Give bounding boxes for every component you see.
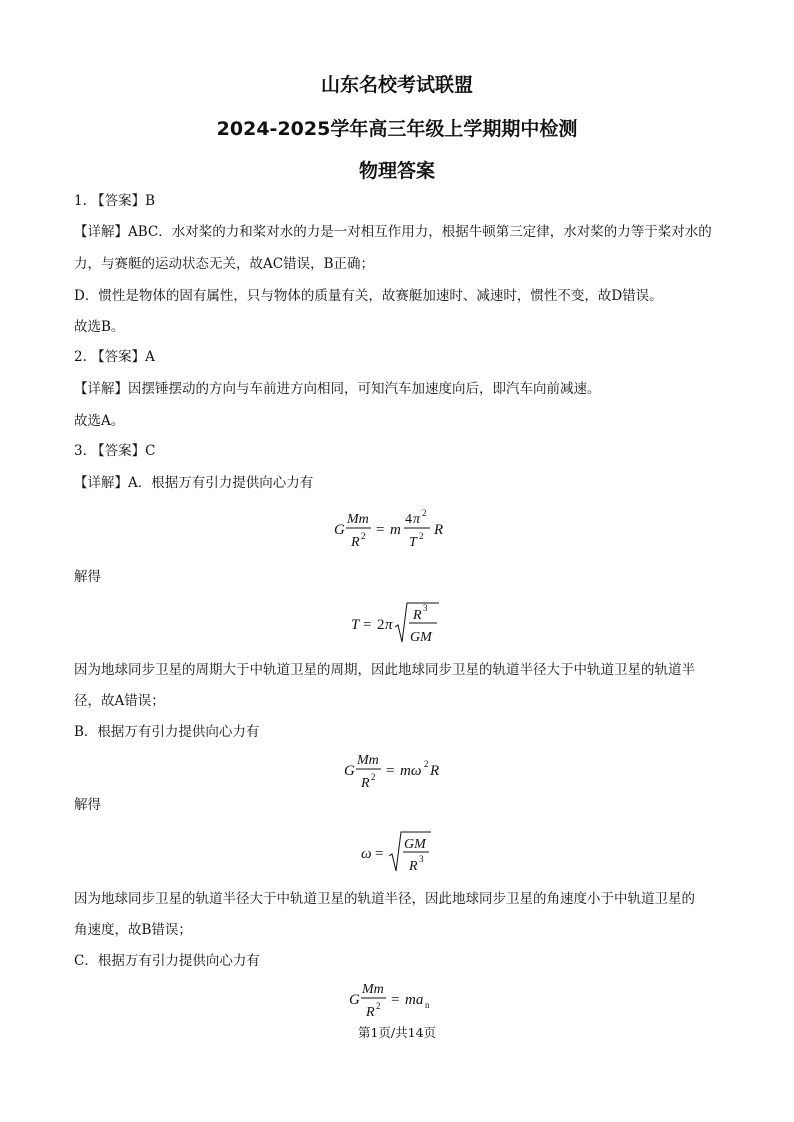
exam-title: 2024-2025学年高三年级上学期期中检测 [216, 118, 578, 140]
svg-text:T: T [409, 535, 417, 550]
detail-3-line-4: B．根据万有引力提供向心力有 [74, 724, 260, 740]
svg-text:2: 2 [371, 772, 376, 782]
svg-text:R: R [409, 859, 418, 874]
svg-text:G: G [344, 763, 355, 779]
svg-text:R: R [430, 763, 440, 779]
detail-3-line-7: C．根据万有引力提供向心力有 [74, 953, 260, 969]
svg-text:3: 3 [419, 854, 424, 864]
svg-text:=: = [375, 846, 384, 862]
solve-label-2: 解得 [74, 797, 101, 813]
svg-text:4: 4 [405, 512, 412, 527]
svg-text:2: 2 [376, 1001, 381, 1011]
detail-3-line-3: 径，故A错误； [74, 693, 165, 709]
detail-1-line-2: 力，与赛艇的运动状态无关，故AC错误，B正确； [74, 256, 374, 272]
svg-text:mω: mω [400, 763, 422, 779]
svg-text:=: = [391, 992, 400, 1008]
svg-text:R: R [413, 608, 422, 623]
svg-text:=: = [386, 763, 395, 779]
svg-text:π: π [413, 512, 421, 527]
svg-text:R: R [361, 776, 370, 791]
detail-3-line-5: 因为地球同步卫星的轨道半径大于中轨道卫星的轨道半径，因此地球同步卫星的角速度小于中轨道卫星的 [74, 891, 695, 907]
detail-1-line-1: 【详解】ABC．水对桨的力和桨对水的力是一对相互作用力，根据牛顿第三定律，水对桨的力等于桨对水的 [74, 224, 712, 240]
svg-text:2: 2 [419, 531, 424, 541]
svg-text:G: G [349, 992, 360, 1008]
choose-2: 故选A。 [74, 413, 125, 429]
svg-text:GM: GM [404, 837, 426, 852]
svg-text:R: R [351, 535, 360, 550]
detail-3-line-1: 【详解】A．根据万有引力提供向心力有 [74, 475, 314, 491]
svg-text:=: = [363, 617, 372, 633]
svg-text:2: 2 [422, 508, 427, 518]
svg-text:GM: GM [410, 630, 432, 645]
detail-3-line-6: 角速度，故B错误； [74, 922, 192, 938]
detail-2: 【详解】因摆锤摆动的方向与车前进方向相同，可知汽车加速度向后，即汽车向前减速。 [74, 381, 601, 397]
subject-title: 物理答案 [358, 160, 435, 182]
svg-text:3: 3 [423, 603, 428, 613]
equation-angular-velocity [0, 826, 794, 882]
svg-text:n: n [425, 1000, 430, 1010]
choose-1: 故选B。 [74, 319, 125, 335]
equation-period [0, 597, 794, 653]
detail-3-line-2: 因为地球同步卫星的周期大于中轨道卫星的周期，因此地球同步卫星的轨道半径大于中轨道卫星的轨道半 [74, 662, 695, 678]
detail-1-line-3: D．惯性是物体的固有属性，只与物体的质量有关，故赛艇加速时、减速时，惯性不变，故D错误。 [74, 288, 663, 304]
svg-text:T: T [351, 617, 360, 633]
school-union-title: 山东名校考试联盟 [320, 74, 473, 96]
svg-text:2: 2 [424, 759, 429, 769]
answer-2: 2. 【答案】A [74, 349, 155, 365]
answer-1: 1. 【答案】B [74, 193, 156, 209]
svg-text:R: R [366, 1005, 375, 1020]
svg-text:ma: ma [405, 992, 424, 1008]
svg-text:R: R [434, 522, 444, 538]
equation-gravity-period [0, 506, 794, 556]
svg-text:ω: ω [361, 846, 372, 862]
svg-text:G: G [334, 522, 345, 538]
svg-text:2: 2 [377, 617, 385, 633]
svg-text:Mm: Mm [357, 753, 379, 768]
svg-text:2: 2 [361, 531, 366, 541]
svg-text:=: = [376, 522, 385, 538]
answer-3: 3. 【答案】C [74, 443, 156, 459]
svg-text:Mm: Mm [347, 512, 369, 527]
svg-text:π: π [385, 617, 393, 633]
equation-gravity-angular [0, 747, 794, 797]
svg-text:Mm: Mm [362, 982, 384, 997]
equation-gravity-acceleration [0, 976, 794, 1026]
solve-label-1: 解得 [74, 569, 101, 585]
svg-text:m: m [390, 522, 401, 538]
page-number: 第1页/共14页 [357, 1025, 437, 1040]
